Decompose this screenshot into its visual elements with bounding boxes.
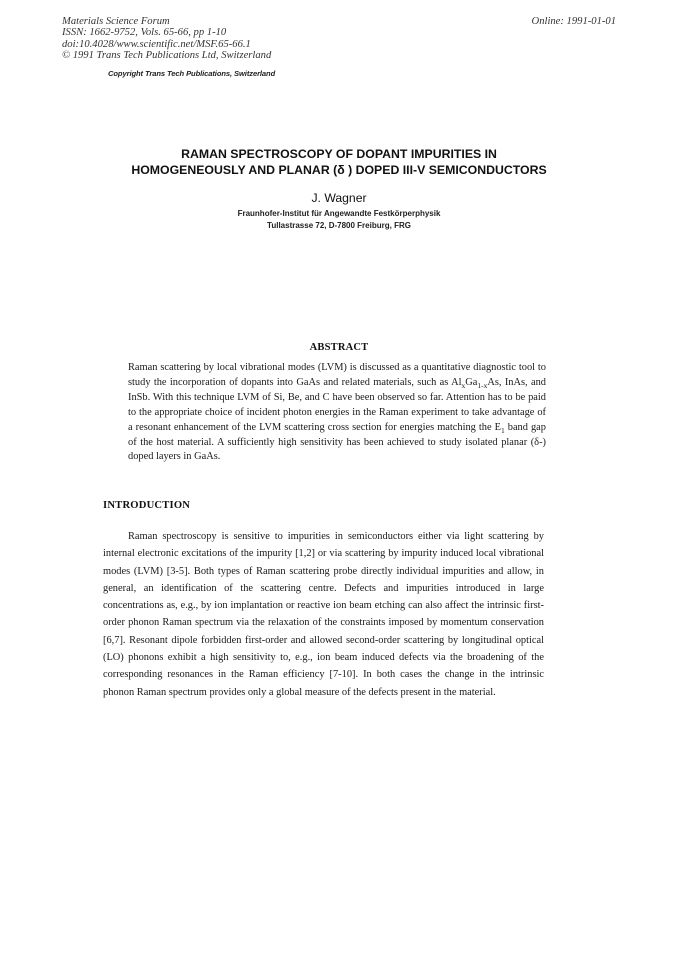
affiliation bbox=[0, 208, 678, 231]
author-name: J. Wagner bbox=[311, 191, 367, 205]
introduction-paragraph: Raman spectroscopy is sensitive to impurities in semiconductors either via light scattering by internal electronic excitations of the impurity [1,2] or via scattering by impurity induced local vibrational modes (LVM) [3-5]. Both types of Raman scattering probe directly individual impurities and allow, in general, an identification of the scattering centre. Defects and impurities introduced in large concentrations as, e.g., by ion implantation or reactive ion beam etching can also affect the intrinsic first-order phonon Raman spectrum via the relaxation of the constraints imposed by momentum conservation [6,7]. Resonant dipole forbidden first-order and allowed second-order scattering by longitudinal optical (LO) phonons exhibit a high sensitivity to, e.g., ion beam induced defects via the broadening of the corresponding resonances in the Raman efficiency [7-10]. In both cases the change in the intrinsic phonon Raman spectrum provides only a global measure of the defects present in the material. bbox=[103, 531, 544, 698]
journal-header bbox=[62, 16, 271, 61]
abstract-text-2: As, InAs, and InSb. With this technique LVM of Si, Be, and C have been observed so far. Attention has to be paid to the appropriate choice of incident photon energies in the Raman experiment to take advantage of a resonant enhancement of the LVM scattering cross section for energies matching the E bbox=[128, 376, 546, 433]
affiliation-institute: Fraunhofer-Institut für Angewandte Festkörperphysik bbox=[237, 209, 441, 218]
online-date: Online: 1991-01-01 bbox=[531, 16, 616, 27]
title-line-2: HOMOGENEOUSLY AND PLANAR (δ ) DOPED III-V SEMICONDUCTORS bbox=[131, 162, 547, 177]
abstract-text-1: Raman scattering by local vibrational modes (LVM) is discussed as a quantitative diagnostic tool to study the incorporation of dopants into GaAs and related materials, such as Al bbox=[128, 362, 546, 388]
abstract-heading: ABSTRACT bbox=[309, 342, 369, 353]
abstract-text-3: band gap of the host material. A sufficiently high sensitivity has been achieved to study isolated planar (δ-) doped layers in GaAs. bbox=[128, 421, 546, 463]
title-line-1: RAMAN SPECTROSCOPY OF DOPANT IMPURITIES IN bbox=[181, 147, 497, 161]
issn-line: ISSN: 1662-9752, Vols. 65-66, pp 1-10 bbox=[62, 27, 227, 39]
introduction-heading: INTRODUCTION bbox=[103, 500, 191, 511]
copyright-stamp: Copyright Trans Tech Publications, Switzerland bbox=[108, 69, 276, 78]
abstract-ga: Ga bbox=[465, 376, 478, 388]
abstract-body bbox=[128, 361, 546, 465]
subscript-1: 1 bbox=[500, 425, 505, 435]
doi-link[interactable]: doi:10.4028/www.scientific.net/MSF.65-66.1 bbox=[62, 38, 251, 50]
paper-title bbox=[0, 147, 678, 178]
subscript-1-x: 1-x bbox=[477, 380, 488, 390]
affiliation-address: Tullastrasse 72, D-7800 Freiburg, FRG bbox=[267, 220, 411, 230]
journal-name: Materials Science Forum bbox=[62, 16, 170, 27]
copyright-line: © 1991 Trans Tech Publications Ltd, Switzerland bbox=[62, 49, 272, 61]
subscript-x: x bbox=[461, 380, 466, 390]
